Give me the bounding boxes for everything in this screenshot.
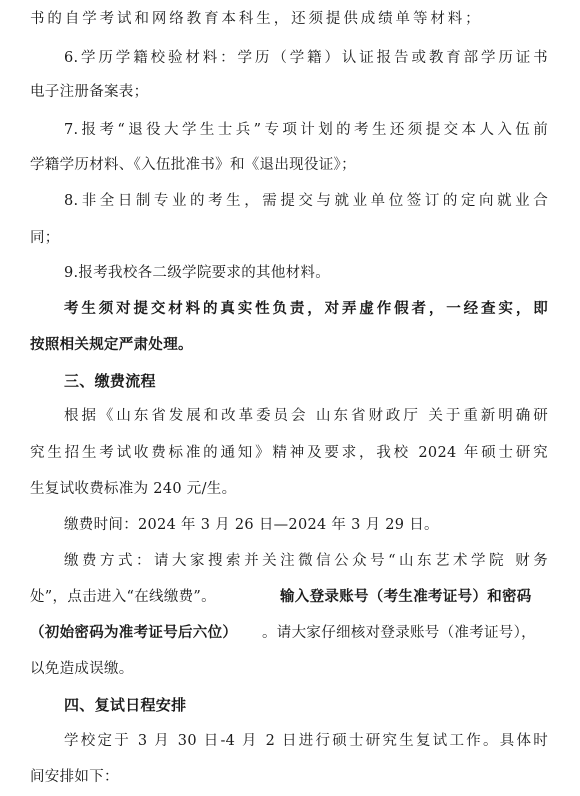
payment-method: 缴费方式：请大家搜索并关注微信公众号“山东艺术学院 财务 (64, 553, 548, 569)
section-heading-schedule: 四、复试日程安排 (64, 696, 187, 714)
list-item-9: 9.报考我校各二级学院要求的其他材料。 (64, 265, 331, 281)
text-line: 书的自学考试和网络教育本科生，还须提供成绩单等材料； (30, 11, 480, 27)
text-line: 同； (30, 230, 60, 246)
list-item-8: 8.非全日制专业的考生，需提交与就业单位签订的定向就业合 (64, 193, 548, 209)
list-item-7: 7.报考“退役大学生士兵”专项计划的考生还须提交本人入伍前 (64, 122, 548, 138)
warning-text: 考生须对提交材料的真实性负责，对弄虚作假者，一经查实，即 (64, 300, 548, 317)
text-line: 究生招生考试收费标准的通知》精神及要求，我校 2024 年硕士研究 (30, 445, 548, 461)
text-line: 学籍学历材料、《入伍批准书》和《退出现役证》； (30, 157, 356, 173)
text-line: 学校定于 3 月 30 日-4 月 2 日进行硕士研究生复试工作。具体时 (64, 733, 548, 749)
payment-time: 缴费时间：2024 年 3 月 26 日—2024 年 3 月 29 日。 (64, 517, 439, 533)
password-note: （初始密码为准考证号后六位） (30, 624, 238, 641)
text-line: 根据《山东省发展和改革委员会 山东省财政厅 关于重新明确研 (64, 408, 548, 424)
text-line: 处”，点击进入“在线缴费”。 (30, 589, 216, 605)
login-instruction: 输入登录账号（考生准考证号）和密码 (280, 588, 532, 605)
text-line: 生复试收费标准为 240 元/生。 (30, 481, 237, 497)
section-heading-fee: 三、缴费流程 (64, 372, 156, 390)
text-line: 。请大家仔细核对登录账号（准考证号）， (262, 625, 536, 641)
text-line: 电子注册备案表； (30, 84, 149, 100)
warning-text: 按照相关规定严肃处理。 (30, 336, 193, 353)
list-item-6: 6.学历学籍校验材料：学历（学籍）认证报告或教育部学历证书 (64, 50, 548, 66)
text-line: 间安排如下： (30, 769, 119, 785)
text-line: 以免造成误缴。 (30, 661, 134, 677)
